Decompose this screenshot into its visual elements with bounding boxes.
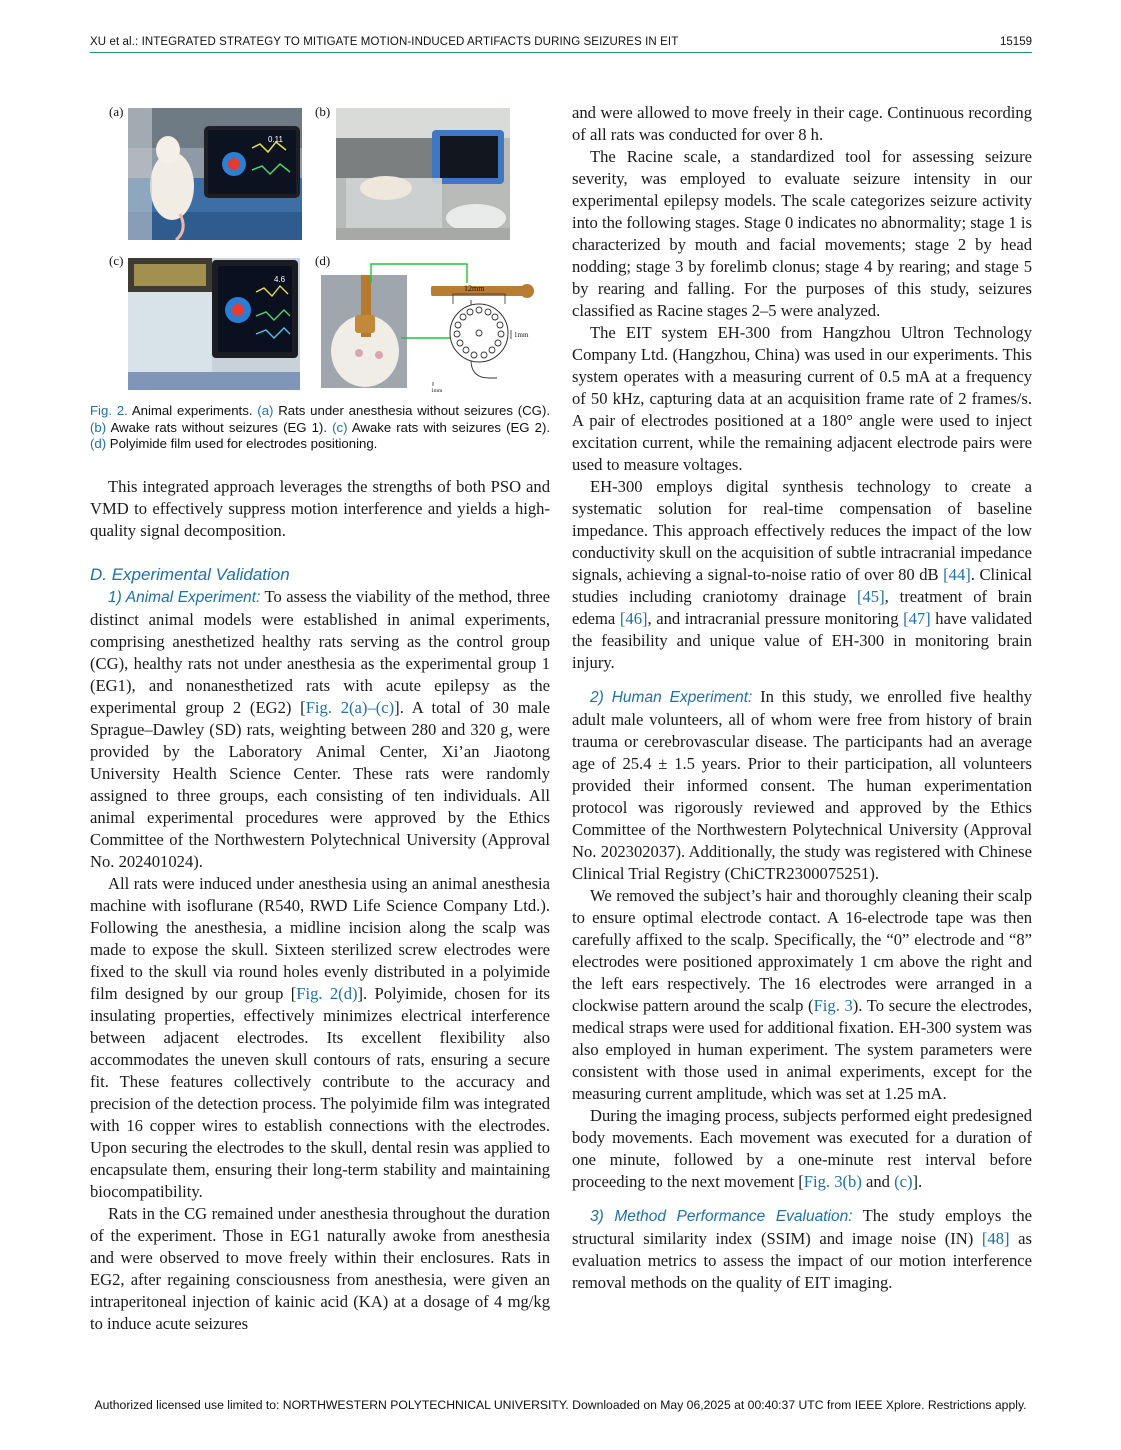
text-run: , and intracranial pressure monitoring [647,609,904,628]
caption-intro: Animal experiments. [131,403,253,418]
header-rule [90,52,1032,53]
caption-text-a: Rats under anesthesia without seizures (CG). [278,403,550,418]
paragraph-integrated-approach: This integrated approach leverages the strengths of both PSO and VMD to effectively suppress motion interference and yields a high-quality signal decomposition. [90,477,550,540]
text-run: We removed the subject’s hair and thoroughly cleaning their scalp to ensure optimal electrode contact. A 16-electrode tape was then carefully affixed to the scalp. Specifically, the “0” electrode and “8” electrodes were positioned approximately 1 cm above the right and the left ears respectively. The 16 electrodes were arranged in a clockwise pattern around the scalp ( [572,886,1032,1015]
text-run: All rats were induced under anesthesia using an animal anesthesia machine with isoflurane (R540, RWD Life Science Company Ltd.). Following the anesthesia, a midline incision along the scalp was made to expose the skull. Sixteen sterilized screw electrodes were fixed to the skull via round holes evenly distributed in a polyimide film designed by our group [ [90,874,550,1003]
license-footer: Authorized licensed use limited to: NORTHWESTERN POLYTECHNICAL UNIVERSITY. Downloaded on May 06,2025 at 00:40:37 UTC from IEEE Xplore. Restrictions apply. [94,1398,1027,1412]
left-column [90,476,550,1335]
text-run: ]. A total of 30 male Sprague–Dawley (SD) rats, weighting between 280 and 320 g, were provided by the Laboratory Animal Center, Xi’an Jiaotong University Health Science Center. These rats were randomly assigned to three groups, each consisting of ten individuals. All animal experimental procedures were approved by the Ethics Committee of the Northwestern Polytechnical University (Approval No. 202401024). [90,698,550,871]
running-title: XU et al.: INTEGRATED STRATEGY TO MITIGATE MOTION-INDUCED ARTIFACTS DURING SEIZURES IN EIT [90,36,679,48]
subheading-animal-experiment: 1) Animal Experiment: [108,589,261,606]
subheading-performance-evaluation: 3) Method Performance Evaluation: [590,1208,853,1225]
paragraph-animal-experiment [90,586,550,873]
text-run: ]. [912,1172,923,1191]
monitor-readout-a: 0.11 [268,135,283,144]
caption-ref-c[interactable]: (c) [332,419,348,435]
caption-ref-b[interactable]: (b) [90,419,107,435]
paragraph-groups-description: Rats in the CG remained under anesthesia throughout the duration of the experiment. Those in EG1 naturally awoke from anesthesia and were observed to move freely within their enclosures. Rats in EG2, after regaining consciousness from anesthesia, were given an intraperitoneal injection of kainic acid (KA) at a dosage of 4 mg/kg to induce acute seizures [90,1204,550,1333]
page-number: 15159 [1000,36,1032,48]
link-fig-2a-c[interactable]: Fig. 2(a)–(c) [305,698,395,717]
running-header [90,34,1032,52]
monitor-readout-c: 4.6 [274,275,286,284]
panel-label-c: (c) [109,253,124,268]
paragraph-imaging-process [572,1105,1032,1193]
text-run: have validated the feasibility and unique value of EH-300 in monitoring brain injury. [572,609,1032,672]
paragraph-continuous-recording: and were allowed to move freely in their cage. Continuous recording of all rats was conducted for over 8 h. [572,103,1032,144]
link-fig-3b[interactable]: Fig. 3(b) [803,1172,862,1191]
photo-seizure-rat [128,258,300,390]
text-run: ]. Polyimide, chosen for its insulating properties, effectively minimizes electrical interference between adjacent electrodes. Its excellent flexibility also accommodates the uneven skull contours of rats, ensuring a secure fit. These features collectively contribute to the accuracy and precision of the detection process. The polyimide film was integrated with 16 copper wires to establish connections with the electrodes. Upon securing the electrodes to the skull, dental resin was applied to encapsulate them, ensuring their long-term stability and maintaining biocompatibility. [90,984,550,1201]
panel-label-d: (d) [315,253,331,268]
link-ref-48[interactable]: [48] [981,1229,1010,1248]
electrode-film-diagram [321,260,550,394]
text-run: During the imaging process, subjects performed eight predesigned body movements. Each movement was executed for a duration of one minute, followed by a one-minute rest interval before proceeding to the next movement [ [572,1106,1032,1191]
caption-fig-label: Fig. 2. [90,403,128,418]
subheading-human-experiment: 2) Human Experiment: [590,689,753,706]
caption-text-c: Awake rats with seizures (EG 2). [351,419,551,435]
text-run: To assess the viability of the method, three distinct animal models were established in animal experiments, comprising anesthetized healthy rats serving as the control group (CG), healthy rats not under anesthesia as the experimental group 1 (EG1), and nonanesthetized rats with acute epilepsy as the experimental group 2 (EG2) [ [90,587,550,717]
figure-caption [90,403,550,453]
link-ref-44[interactable]: [44] [943,565,971,584]
paragraph-racine-scale: The Racine scale, a standardized tool for assessing seizure severity, was employed to evaluate seizure intensity in our experimental epilepsy models. The scale categorizes seizure activity into the following stages. Stage 0 indicates no abnormality; stage 1 is characterized by mouth and facial movements; stage 2 by head nodding; stage 3 by forelimb clonus; stage 4 by rearing; and stage 5 by rearing and falling. For the purposes of this study, seizures classified as Racine stages 2–5 were analyzed. [572,147,1032,320]
paragraph-digital-synthesis [572,476,1032,674]
caption-text-b: Awake rats without seizures (EG 1). [110,419,327,435]
paragraph-eit-system: The EIT system EH-300 from Hangzhou Ultron Technology Company Ltd. (Hangzhou, China) was used in our experiments. This system operates with a measuring current of 0.5 mA at a frequency of 50 kHz, capturing data at an acquisition frame rate of 2 frames/s. A pair of electrodes positioned at a 180° angle were used to inject excitation current, while the remaining adjacent electrode pairs were used to measure voltages. [572,323,1032,474]
link-ref-47[interactable]: [47] [903,609,931,628]
text-run: In this study, we enrolled five healthy adult male volunteers, all of whom were free from history of brain trauma or cerebrovascular disease. The participants had an average age of 25.4 ± 1.5 years. Prior to their participation, all volunteers provided their informed consent. The human experimentation protocol was rigorously reviewed and approved by the Ethics Committee of the Northwestern Polytechnical University (Approval No. 202302037). Additionally, the study was registered with Chinese Clinical Trial Registry (ChiCTR2300075251). [572,687,1032,883]
text-run: . Clinical studies including craniotomy drainage [572,565,1032,606]
photo-anesthetized-rat [128,108,302,240]
link-fig-2d[interactable]: Fig. 2(d) [296,984,358,1003]
photo-awake-rat [336,108,510,240]
paragraph-anesthesia-procedure [90,873,550,1203]
panel-label-a: (a) [109,104,124,119]
text-run: as evaluation metrics to assess the impact of our motion interference removal methods on the quality of EIT imaging. [572,1229,1032,1292]
text-run: , treatment of brain edema [572,587,1032,628]
caption-ref-d[interactable]: (d) [90,436,107,451]
text-run: and [861,1172,895,1191]
paragraph-human-experiment [572,686,1032,885]
caption-text-d: Polyimide film used for electrodes positioning. [109,436,378,451]
dim-label-width: 12mm [464,284,485,293]
dim-label-height: 1mm [514,331,529,339]
link-ref-45[interactable]: [45] [856,587,885,606]
link-fig-3c[interactable]: (c) [894,1172,913,1191]
text-run: ). To secure the electrodes, medical straps were used for additional fixation. EH-300 system was also employed in human experiment. The system parameters were consistent with those used in animal experiments, except for the measuring current amplitude, which was set at 1.25 mA. [572,996,1033,1103]
section-heading-experimental-validation [90,564,550,586]
section-heading-text: D. Experimental Validation [90,565,290,584]
link-fig-3[interactable]: Fig. 3 [813,996,853,1015]
caption-ref-a[interactable]: (a) [257,403,274,418]
scale-bar-label: 1mm [431,388,443,394]
panel-label-b: (b) [315,104,331,119]
paragraph-electrode-placement [572,885,1032,1105]
figure-2 [90,100,550,396]
text-run: EH-300 employs digital synthesis technology to create a systematic solution for real-time compensation of baseline impedance. This approach effectively reduces the impact of the low conductivity skull on the acquisition of subtle intracranial impedance signals, achieving a signal-to-noise ratio of over 80 dB [572,477,1032,584]
link-ref-46[interactable]: [46] [619,609,648,628]
paragraph-performance-evaluation [572,1205,1032,1294]
text-run: The study employs the structural similarity index (SSIM) and image noise (IN) [572,1206,1032,1248]
right-column [572,102,1032,1294]
